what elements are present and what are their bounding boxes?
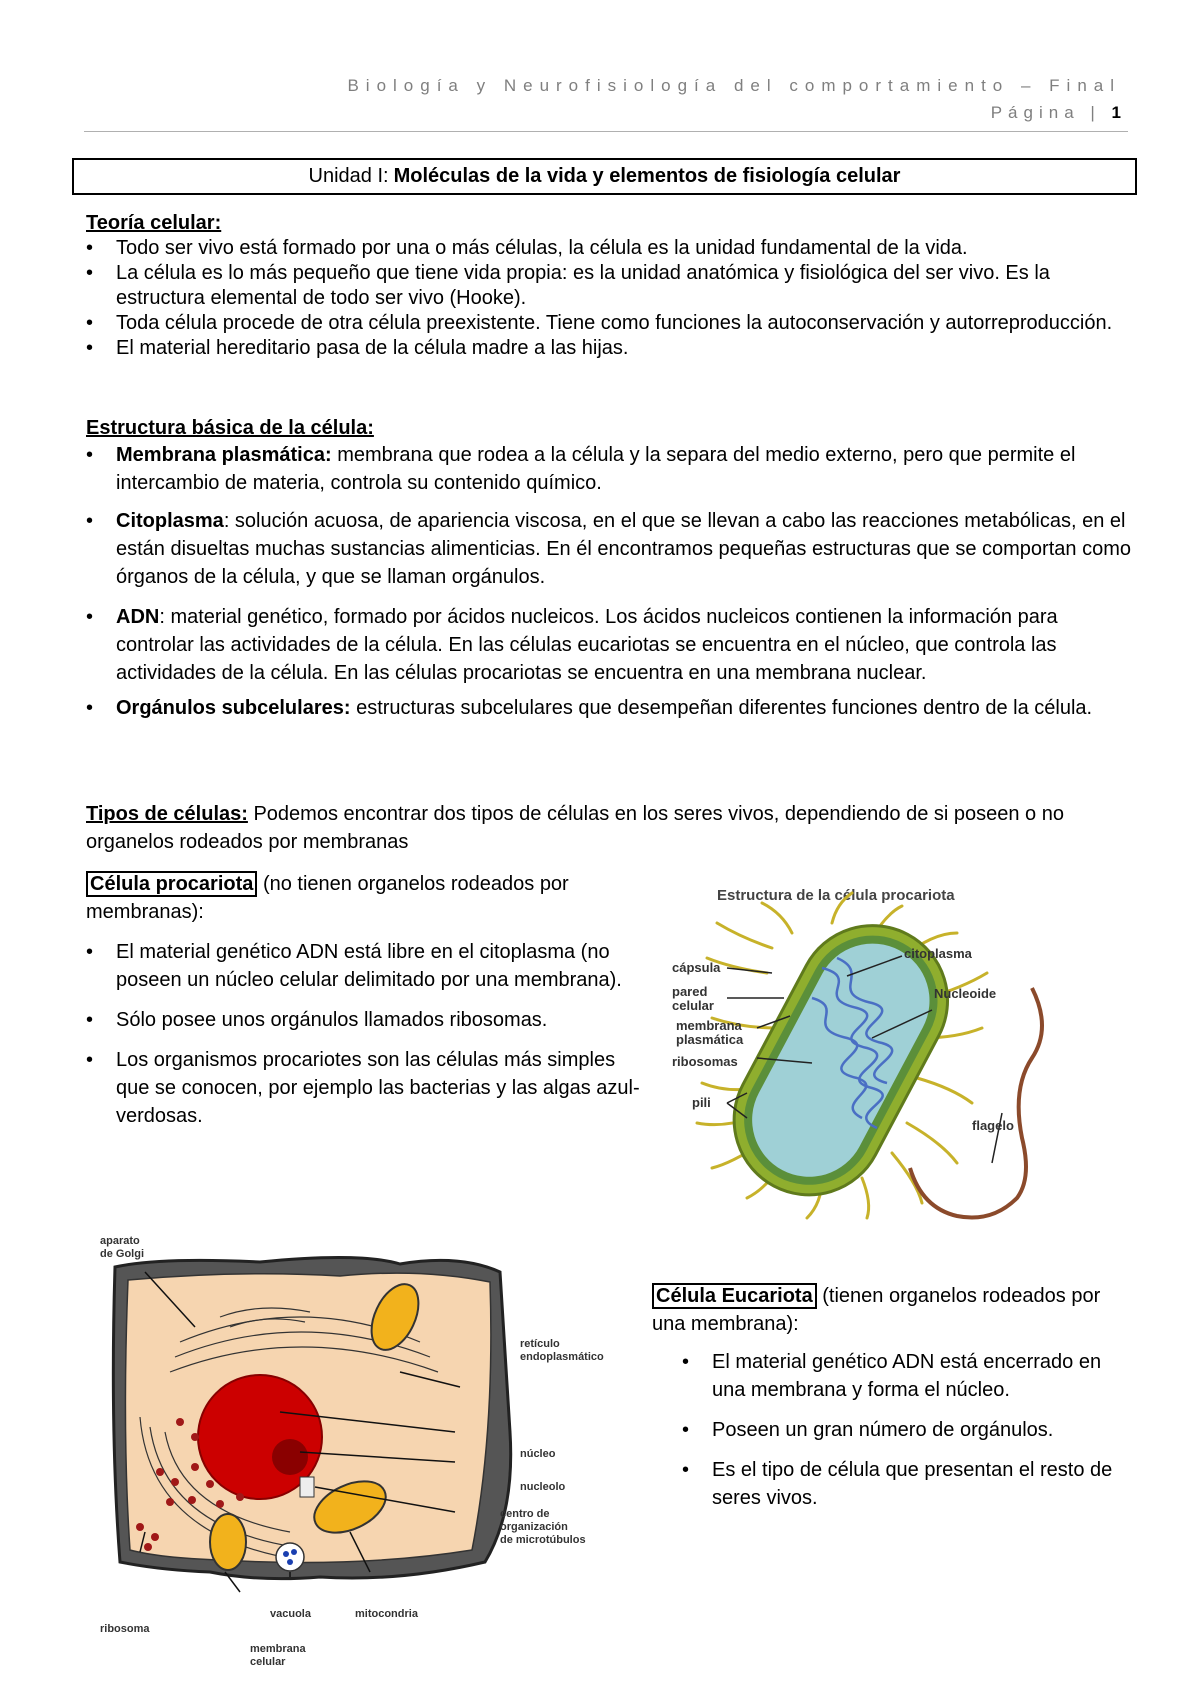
eucariota-diagram: [100, 1232, 640, 1672]
procariota-section: [86, 870, 646, 1130]
list-item: • Todo ser vivo está formado por una o más células, la célula es la unidad fundamental de la vida.: [86, 236, 1126, 261]
page-label: Página |: [990, 103, 1101, 122]
label-ribosoma: ribosoma: [100, 1623, 150, 1635]
tipos-text: Podemos encontrar dos tipos de células en los seres vivos, dependiendo de si poseen o no organelos rodeados por membranas: [86, 803, 1064, 853]
definition: membrana que rodea a la célula y la separa del medio externo, pero que permite el intercambio de materia, controla su contenido químico.: [116, 444, 1076, 494]
list-item: • El material genético ADN está encerrado en una membrana y forma el núcleo.: [682, 1348, 1132, 1404]
term: ADN: [116, 606, 160, 628]
procariota-title: Célula procariota: [86, 871, 257, 897]
label-reticulo-2: endoplasmático: [520, 1351, 604, 1363]
label-capsula: cápsula: [672, 960, 721, 975]
list-item: • Poseen un gran número de orgánulos.: [682, 1416, 1132, 1444]
list-item: [86, 441, 1136, 497]
list-item: [86, 697, 1136, 719]
centrosome: [300, 1477, 314, 1497]
label-centro: centro de: [500, 1508, 550, 1520]
list-item: • Los organismos procariotes son las células más simples que se conocen, por ejemplo las bacterias y las algas azul-verdosas.: [86, 1046, 646, 1130]
label-membrana: membrana: [250, 1643, 306, 1655]
procariota-heading: [86, 870, 646, 926]
label-centro-3: de microtúbulos: [500, 1534, 586, 1546]
eucariota-list: [682, 1348, 1132, 1512]
term: Citoplasma: [116, 510, 224, 532]
unit-title-box: [72, 158, 1137, 195]
tipos-section: [86, 800, 1086, 856]
teoria-list: [86, 236, 1126, 361]
list-item: • La célula es lo más pequeño que tiene vida propia: es la unidad anatómica y fisiológica del ser vivo. Es la estructura elemental de todo ser vivo (Hooke).: [86, 261, 1126, 311]
label-nucleo: núcleo: [520, 1448, 556, 1460]
eucariota-section: [652, 1282, 1132, 1512]
procariota-list: [86, 938, 646, 1130]
list-item: [86, 603, 1136, 687]
estructura-section: [86, 416, 1136, 719]
running-header-page: [991, 103, 1121, 123]
definition: estructuras subcelulares que desempeñan diferentes funciones dentro de la célula.: [350, 697, 1093, 719]
term: Membrana plasmática:: [116, 444, 332, 466]
label-nucleoide: Nucleoide: [934, 986, 997, 1001]
label-pared: pared: [672, 984, 708, 999]
label-membrana-2: celular: [250, 1656, 286, 1668]
running-header-title: Biología y Neurofisiología del comportamiento – Final: [347, 76, 1121, 95]
list-item: • Toda célula procede de otra célula preexistente. Tiene como funciones la autoconservación y autorreproducción.: [86, 311, 1126, 336]
estructura-title: Estructura básica de la célula:: [86, 417, 374, 439]
definition: : material genético, formado por ácidos nucleicos. Los ácidos nucleicos contienen la información para controlar las actividades de la célula. En las células eucariotas se encuentra en el núcleo, que controla las actividades de la célula. En las células procariotas se encuentra en una membrana nuclear.: [116, 606, 1058, 684]
label-reticulo: retículo: [520, 1338, 560, 1350]
label-citoplasma: citoplasma: [904, 946, 972, 961]
procariota-diagram: [672, 878, 1092, 1223]
header-rule: [84, 131, 1128, 132]
label-nucleolo: nucleolo: [520, 1481, 566, 1493]
unit-title: Moléculas de la vida y elementos de fisiología celular: [393, 165, 901, 187]
label-celular: celular: [672, 998, 714, 1013]
label-golgi-2: de Golgi: [100, 1248, 144, 1260]
list-item: • El material genético ADN está libre en el citoplasma (no poseen un núcleo celular delimitado por una membrana).: [86, 938, 646, 994]
label-pili: pili: [692, 1095, 711, 1110]
label-golgi: aparato: [100, 1235, 140, 1247]
teoria-title: Teoría celular:: [86, 212, 222, 234]
label-plasmatica: plasmática: [676, 1032, 744, 1047]
estructura-list: [86, 441, 1136, 719]
procariota-figure-title: Estructura de la célula procariota: [717, 887, 955, 904]
eucariota-heading: [652, 1282, 1132, 1338]
label-membrana: membrana: [676, 1018, 742, 1033]
unit-prefix: Unidad I:: [308, 165, 389, 187]
teoria-section: [86, 211, 1126, 361]
definition: : solución acuosa, de apariencia viscosa, en el que se llevan a cabo las reacciones metabólicas, en el están disueltas muchas sustancias alimenticias. En él encontramos pequeñas estructuras que se comportan como órganos de la célula, y que se llaman orgánulos.: [116, 510, 1131, 588]
procariota-subtitle: (no tienen organelos rodeados por membranas):: [86, 873, 569, 923]
label-flagelo: flagelo: [972, 1118, 1014, 1133]
list-item: • El material hereditario pasa de la célula madre a las hijas.: [86, 336, 1126, 361]
tipos-title: Tipos de células:: [86, 803, 248, 825]
label-centro-2: organización: [500, 1521, 568, 1533]
eucariota-subtitle: (tienen organelos rodeados por una membrana):: [652, 1285, 1101, 1335]
vacuole: [276, 1543, 304, 1571]
label-ribosomas: ribosomas: [672, 1054, 738, 1069]
list-item: • Sólo posee unos orgánulos llamados ribosomas.: [86, 1006, 646, 1034]
label-vacuola: vacuola: [270, 1608, 311, 1620]
page-number: 1: [1111, 103, 1121, 122]
term: Orgánulos subcelulares:: [116, 697, 351, 719]
list-item: [86, 507, 1136, 591]
label-mitocondria: mitocondria: [355, 1608, 418, 1620]
eucariota-title: Célula Eucariota: [652, 1283, 817, 1309]
nucleolus: [272, 1439, 308, 1475]
list-item: • Es el tipo de célula que presentan el resto de seres vivos.: [682, 1456, 1132, 1512]
